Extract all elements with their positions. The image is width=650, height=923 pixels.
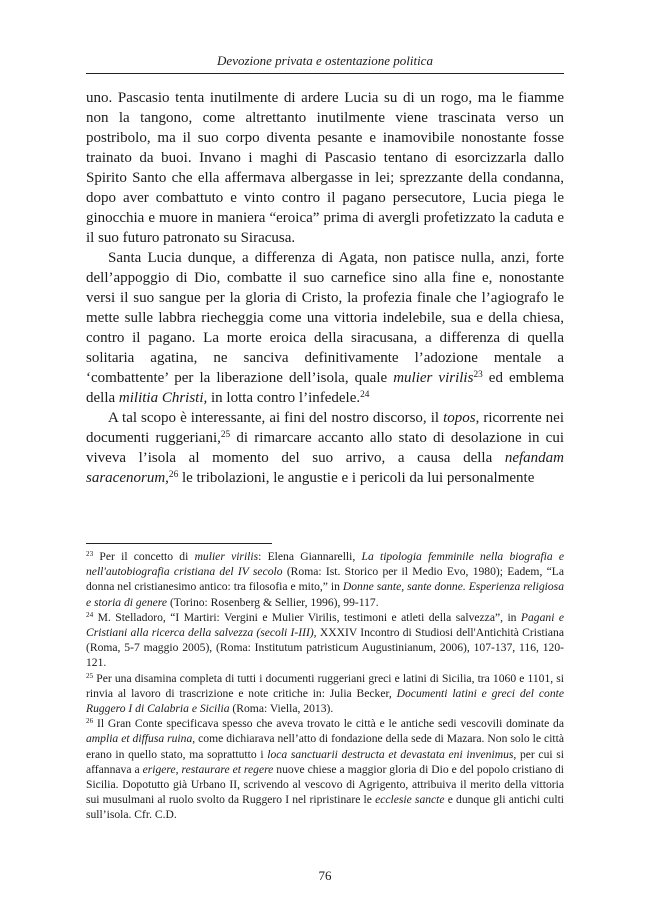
italic-run: Documenti latini e greci del conte Ruggero I di Calabria e Sicilia xyxy=(86,686,564,716)
text-run: di rimarcare accanto allo stato di desolazione in cui viveva l’isola al momento del suo arrivo, a causa della xyxy=(86,430,564,466)
note-ref: 26 xyxy=(86,717,94,726)
italic-run: mulier virilis xyxy=(393,370,474,386)
text-run: , ricorrente nei documenti ruggeriani, xyxy=(86,410,564,446)
footnotes xyxy=(86,549,564,823)
italic-run: La tipologia femminile nella biografia e nell'autobiografia cristiana del IV secolo xyxy=(86,550,564,579)
italic-run: amplia et diffusa ruina xyxy=(86,732,193,746)
text-run: Santa Lucia dunque, a differenza di Agata, non patisce nulla, anzi, forte dell’appoggio di Dio, combatte il suo carnefice sino alla fine e, nonostante versi il suo sangue per la gloria di Cristo, la profezia finale che l’agiografo le mette sulle labbra riecheggia come una vittoria indelebile, sua e della chiesa, contro il pagano. La morte eroica della siracusana, a differenza di quella solitaria agatina, ne sanciva definitivamente l’adozione mentale a ‘combattente’ per la liberazione dell’isola, quale xyxy=(86,250,564,386)
text-run: ed emblema della xyxy=(86,370,564,406)
text-run: , per cui si affannava a xyxy=(86,747,564,776)
text-run: (Torino: Rosenberg & Sellier, 1996), 99-117. xyxy=(167,595,379,609)
paragraph xyxy=(86,88,564,248)
footnote-23 xyxy=(86,549,564,610)
text-run: Per una disamina completa di tutti i documenti ruggeriani greci e latini di Sicilia, tra 1060 e 1101, si rinvia al lavoro di trascrizione e note critiche in: Julia Becker, xyxy=(86,671,564,700)
running-head: Devozione privata e ostentazione politica xyxy=(217,53,433,68)
text-run: , come dichiarava nell’atto di fondazione della sede di Mazara. Non solo le città erano in quello stato, ma soprattutto i xyxy=(86,732,564,761)
note-ref: 23 xyxy=(473,369,483,380)
italic-run: militia Christi, xyxy=(118,390,208,406)
note-ref: 25 xyxy=(86,671,94,680)
italic-run: nefandam saracenorum, xyxy=(86,450,564,486)
text-run: le tribolazioni, le angustie e i pericoli da lui personalmente xyxy=(178,470,535,486)
text-run: (Roma: Ist. Storico per il Medio Evo, 1980); Eadem, “La donna nel cristianesimo antico: tra filosofia e mito,” in xyxy=(86,565,564,594)
footnote-26 xyxy=(86,716,564,822)
italic-run: erigere, restaurare et regere xyxy=(142,762,274,776)
italic-run: Donne sante, sante donne. Esperienza religiosa e storia di genere xyxy=(86,580,564,609)
italic-run: topos xyxy=(443,410,476,426)
footnote-25 xyxy=(86,671,564,717)
main-text xyxy=(86,88,564,488)
text-run: Per il concetto di xyxy=(93,550,195,563)
paragraph xyxy=(86,408,564,488)
note-ref: 24 xyxy=(360,389,370,400)
text-run: : Elena Giannarelli, xyxy=(258,550,362,563)
text-run: A tal scopo è interessante, ai fini del nostro discorso, il xyxy=(108,410,444,426)
text-run: uno. Pascasio tenta inutilmente di ardere Lucia su di un rogo, ma le fiamme non la tangono, come altrettanto inutilmente viene trascinata verso un postribolo, ma il suo corpo diventa pesante e inamovibile nonostante fosse trainato da buoi. Invano i maghi di Pascasio tentano di esorcizzarla dallo Spirito Santo che ella affermava albergasse in lei; sprezzante della condanna, dopo aver combattuto e vinto contro il pagano persecutore, Lucia piega le ginocchia e muore in maniera “eroica” prima di avergli profetizzato la caduta e il suo futuro patronato su Siracusa. xyxy=(86,90,564,246)
italic-run: mulier virilis xyxy=(194,550,259,563)
note-ref: 26 xyxy=(168,469,179,480)
header-rule xyxy=(86,73,564,74)
text-run: (Roma: Viella, 2013). xyxy=(229,702,334,716)
paragraph xyxy=(86,248,564,408)
italic-run: Pagani e Cristiani alla ricerca della salvezza (secoli I-III), xyxy=(86,610,564,640)
footnote-separator xyxy=(86,543,272,544)
text-run: XXXIV Incontro di Studiosi dell'Antichità Cristiana (Roma, 5-7 maggio 2005), (Roma: Institutum patristicum Augustinianum, 2006), 107-137, 116, 120-121. xyxy=(86,626,564,670)
text-run: nuove chiese a maggior gloria di Dio e del popolo cristiano di Sicilia. Dopotutto già Urbano II, scrivendo al vescovo di Agrigento, attribuiva il merito della vittoria sui musulmani al ruolo svolto da Ruggero I nel ripristinare le xyxy=(86,762,565,807)
footnote-24 xyxy=(86,610,564,671)
page-number: 76 xyxy=(318,868,332,883)
italic-run: ecclesie sancte xyxy=(375,793,445,807)
italic-run: loca sanctuarii destructa et devastata eni invenimus xyxy=(267,747,514,761)
text-run: Il Gran Conte specificava spesso che aveva trovato le città e le antiche sedi vescovili dominate da xyxy=(93,717,564,731)
note-ref: 25 xyxy=(220,429,231,440)
text-run: M. Stelladoro, “I Martiri: Vergini e Mulier Virilis, testimoni e atleti della salvezza”, in xyxy=(93,610,521,624)
text-run: e dunque gli antichi culti sull’isola. Cfr. C.D. xyxy=(86,793,565,822)
note-ref: 24 xyxy=(86,610,94,619)
text-run: in lotta contro l’infedele. xyxy=(207,390,361,406)
note-ref: 23 xyxy=(86,550,94,559)
